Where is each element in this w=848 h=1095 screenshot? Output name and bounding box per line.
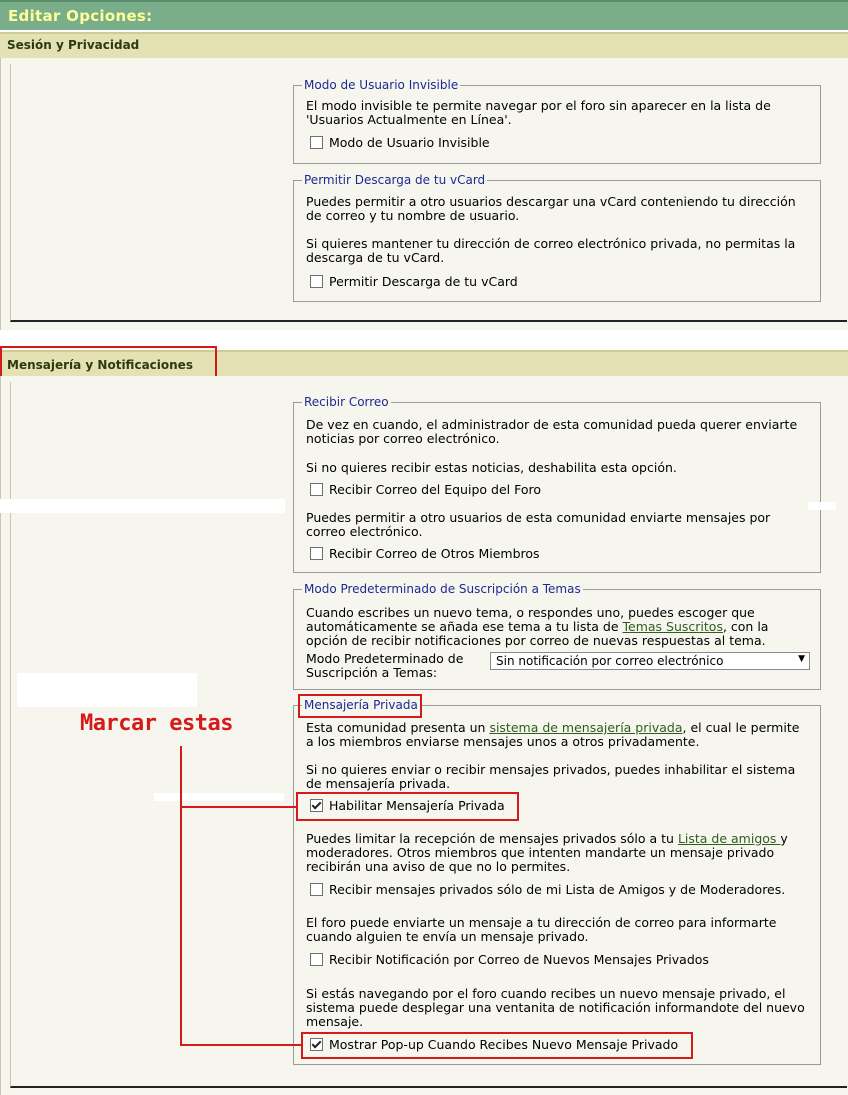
friends-list-link[interactable]: Lista de amigos	[677, 831, 781, 846]
text: Cuando escribes un nuevo tema, o respondes uno, puedes escoger que automáticamente se añada ese tema a tu lista de	[306, 605, 755, 634]
section-title: Sesión y Privacidad	[7, 38, 140, 52]
receive-email-fieldset	[293, 395, 821, 573]
invisible-mode-fieldset	[293, 78, 821, 164]
subscription-mode-select[interactable]	[490, 652, 810, 670]
pm-system-link[interactable]: sistema de mensajería privada	[489, 720, 683, 735]
select-value: Sin notificación por correo electrónico	[496, 654, 724, 668]
annotation-line-upper	[180, 806, 297, 808]
pm-description-2: Si no quieres enviar o recibir mensajes privados, puedes inhabilitar el sistema de mensajería privada.	[306, 762, 796, 791]
annotation-line-vertical	[180, 746, 182, 1046]
text: Puedes limitar la recepción de mensajes privados sólo a tu	[306, 831, 678, 846]
email-description-1: De vez en cuando, el administrador de esta comunidad pueda querer enviarte noticias por correo electrónico.	[306, 417, 798, 446]
highlight-box-popup	[301, 1032, 693, 1059]
checkbox-label: Recibir Correo del Equipo del Foro	[329, 482, 541, 497]
member-email-checkbox[interactable]	[310, 547, 323, 560]
vcard-fieldset	[293, 173, 821, 302]
subscription-select-label: Modo Predeterminado de Suscripción a Temas:	[306, 651, 464, 680]
invisible-description: El modo invisible te permite navegar por el foro sin aparecer en la lista de 'Usuarios Actualmente en Línea'.	[306, 98, 771, 127]
subscription-description	[306, 606, 806, 648]
highlight-box-enable-pm	[296, 792, 519, 821]
pm-email-notify-checkbox[interactable]	[310, 953, 323, 966]
vcard-option[interactable]	[310, 274, 518, 290]
redaction-strip	[0, 499, 285, 513]
email-description-2: Si no quieres recibir estas noticias, deshabilita esta opción.	[306, 460, 677, 475]
chevron-down-icon: ▼	[798, 654, 805, 664]
text: , con la opción de recibir notificaciones por correo de nuevas respuestas al tema.	[306, 619, 769, 648]
page-header	[0, 0, 848, 30]
checkbox-label: Recibir Correo de Otros Miembros	[329, 546, 540, 561]
invisible-mode-checkbox[interactable]	[310, 136, 323, 149]
section-header-privacy	[0, 32, 848, 58]
fieldset-legend: Modo Predeterminado de Suscripción a Temas	[304, 582, 581, 596]
checkbox-label: Recibir mensajes privados sólo de mi Lista de Amigos y de Moderadores.	[329, 882, 786, 897]
annotation-line-lower	[180, 1044, 302, 1046]
checkbox-label: Recibir Notificación por Correo de Nuevos Mensajes Privados	[329, 952, 709, 967]
pm-email-notify-option[interactable]	[310, 952, 709, 968]
invisible-mode-option[interactable]	[310, 135, 490, 151]
pm-description-3	[306, 832, 806, 874]
fieldset-legend: Recibir Correo	[304, 395, 389, 409]
redaction-strip	[154, 793, 284, 801]
text: y moderadores. Otros miembros que intenten mandarte un mensaje privado recibirán una aviso de que no lo permites.	[306, 831, 788, 874]
checkbox-label: Permitir Descarga de tu vCard	[329, 274, 518, 289]
vcard-description-2: Si quieres mantener tu dirección de correo electrónico privada, no permitas la descarga de tu vCard.	[306, 236, 796, 265]
pm-description-1	[306, 721, 806, 749]
checkbox-label: Habilitar Mensajería Privada	[329, 798, 505, 813]
highlight-box-pm-legend	[298, 694, 422, 718]
friends-only-option[interactable]	[310, 882, 785, 898]
pm-description-5: Si estás navegando por el foro cuando recibes un nuevo mensaje privado, el sistema puede desplegar una ventanita de notificación informandote del nuevo mensaje.	[306, 986, 805, 1029]
staff-email-option[interactable]	[310, 482, 541, 498]
redaction-strip	[808, 502, 836, 510]
staff-email-checkbox[interactable]	[310, 483, 323, 496]
subscription-fieldset	[293, 582, 821, 690]
page-title: Editar Opciones:	[8, 7, 153, 25]
checkbox-label: Mostrar Pop-up Cuando Recibes Nuevo Mensaje Privado	[329, 1037, 679, 1052]
fieldset-legend: Mensajería Privada	[304, 698, 418, 712]
pm-description-4: El foro puede enviarte un mensaje a tu dirección de correo para informarte cuando alguien te envía un mensaje privado.	[306, 915, 777, 944]
fieldset-legend: Modo de Usuario Invisible	[304, 78, 459, 92]
annotation-text: Marcar estas	[80, 711, 233, 736]
checkbox-label: Modo de Usuario Invisible	[329, 135, 490, 150]
fieldset-legend: Permitir Descarga de tu vCard	[304, 173, 486, 187]
private-messaging-fieldset	[293, 698, 821, 1065]
vcard-description-1: Puedes permitir a otro usuarios descargar una vCard conteniendo tu dirección de correo y tu nombre de usuario.	[306, 194, 796, 223]
friends-only-checkbox[interactable]	[310, 883, 323, 896]
subscribed-threads-link[interactable]: Temas Suscritos	[622, 619, 723, 634]
text: Esta comunidad presenta un	[306, 720, 490, 735]
text: , el cual le permite a los miembros enviarse mensajes unos a otros privadamente.	[306, 720, 800, 749]
member-email-option[interactable]	[310, 546, 540, 562]
vcard-checkbox[interactable]	[310, 275, 323, 288]
redaction-strip	[17, 673, 197, 707]
email-description-3: Puedes permitir a otro usuarios de esta comunidad enviarte mensajes por correo electrónico.	[306, 510, 771, 539]
section-title: Mensajería y Notificaciones	[7, 358, 193, 372]
privacy-panel	[0, 58, 848, 330]
